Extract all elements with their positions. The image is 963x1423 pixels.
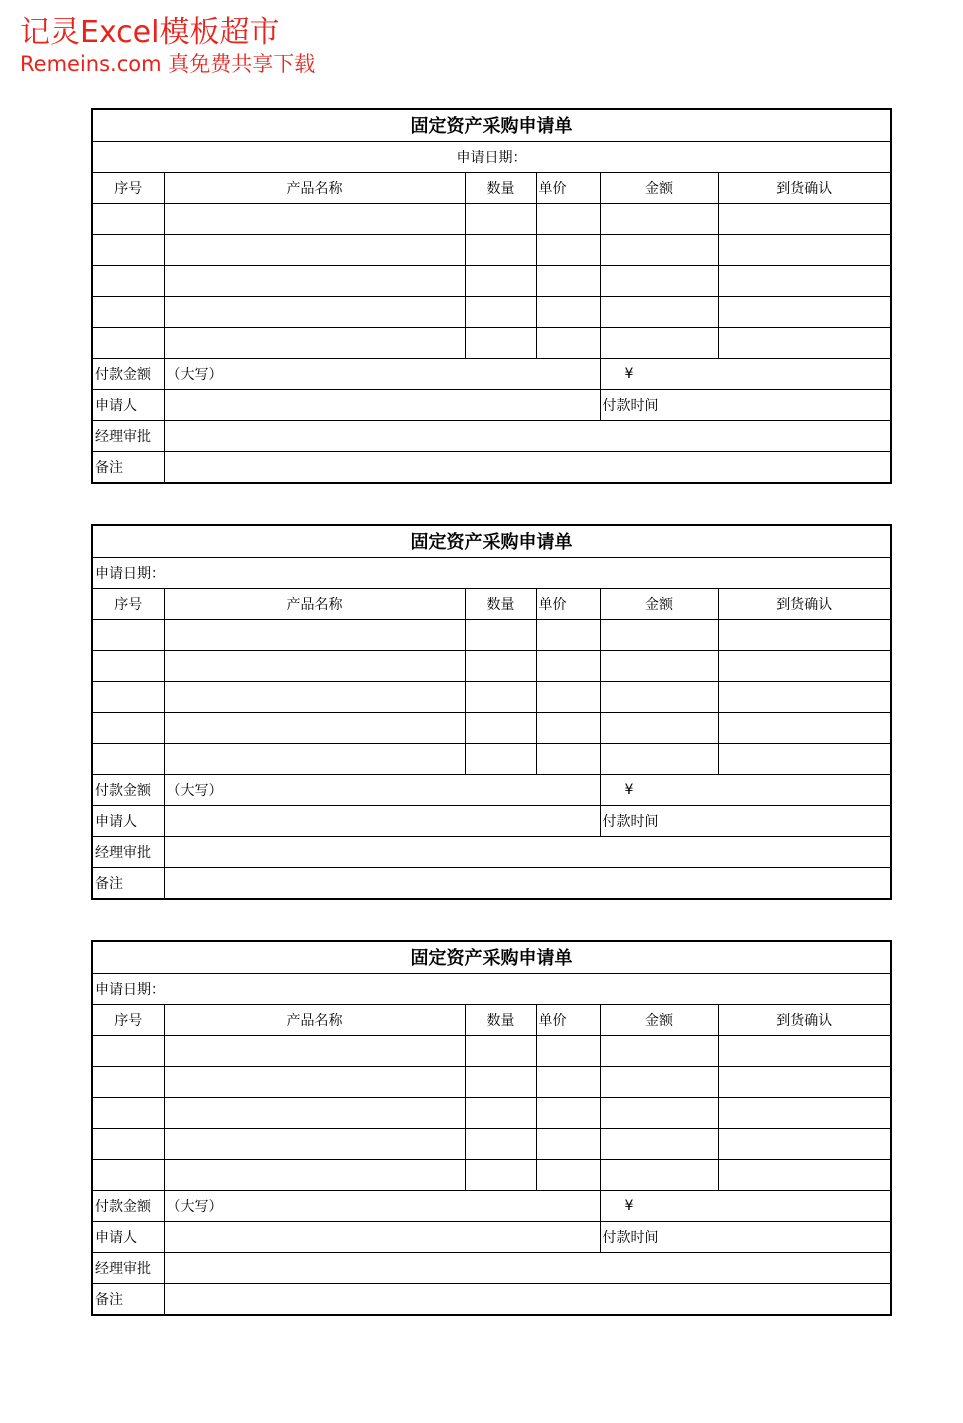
header-delivery-confirm: 到货确认 xyxy=(718,588,890,619)
cell-seq[interactable] xyxy=(93,1097,164,1128)
payment-row xyxy=(93,358,890,389)
cell-amount[interactable] xyxy=(600,296,718,327)
table-row xyxy=(93,234,890,265)
header-seq: 序号 xyxy=(93,588,164,619)
cell-amount[interactable] xyxy=(600,203,718,234)
cell-quantity[interactable] xyxy=(465,234,536,265)
cell-amount[interactable] xyxy=(600,265,718,296)
cell-amount[interactable] xyxy=(600,650,718,681)
cell-product-name[interactable] xyxy=(164,1159,465,1190)
remark-label: 备注 xyxy=(93,867,164,898)
table-row xyxy=(93,1097,890,1128)
payment-caps-field[interactable]: （大写） xyxy=(164,774,600,805)
header-quantity: 数量 xyxy=(465,588,536,619)
cell-product-name[interactable] xyxy=(164,296,465,327)
cell-quantity[interactable] xyxy=(465,743,536,774)
cell-seq[interactable] xyxy=(93,1066,164,1097)
payment-caps-field[interactable]: （大写） xyxy=(164,358,600,389)
payment-caps-field[interactable]: （大写） xyxy=(164,1190,600,1221)
applicant-field[interactable] xyxy=(164,805,600,836)
header-quantity: 数量 xyxy=(465,1004,536,1035)
cell-seq[interactable] xyxy=(93,1159,164,1190)
cell-delivery-confirm[interactable] xyxy=(718,1035,890,1066)
applicant-row xyxy=(93,1221,890,1252)
remark-row xyxy=(93,867,890,898)
cell-quantity[interactable] xyxy=(465,1066,536,1097)
watermark xyxy=(20,15,316,76)
cell-product-name[interactable] xyxy=(164,265,465,296)
manager-approval-field[interactable] xyxy=(164,836,890,867)
manager-approval-field[interactable] xyxy=(164,420,890,451)
cell-seq[interactable] xyxy=(93,619,164,650)
applicant-row xyxy=(93,389,890,420)
payment-amount-label: 付款金额 xyxy=(93,774,164,805)
header-seq: 序号 xyxy=(93,1004,164,1035)
cell-unit-price[interactable] xyxy=(536,1159,600,1190)
cell-delivery-confirm[interactable] xyxy=(718,296,890,327)
form-table xyxy=(93,110,890,482)
manager-approval-label: 经理审批 xyxy=(93,420,164,451)
table-row xyxy=(93,1066,890,1097)
manager-approval-label: 经理审批 xyxy=(93,836,164,867)
table-row xyxy=(93,650,890,681)
cell-quantity[interactable] xyxy=(465,712,536,743)
table-row xyxy=(93,712,890,743)
cell-seq[interactable] xyxy=(93,234,164,265)
table-row xyxy=(93,265,890,296)
cell-unit-price[interactable] xyxy=(536,681,600,712)
form-table xyxy=(93,942,890,1314)
header-unit-price: 单价 xyxy=(536,172,600,203)
remark-row xyxy=(93,1283,890,1314)
cell-unit-price[interactable] xyxy=(536,265,600,296)
cell-amount[interactable] xyxy=(600,234,718,265)
manager-approval-field[interactable] xyxy=(164,1252,890,1283)
cell-delivery-confirm[interactable] xyxy=(718,1128,890,1159)
header-delivery-confirm: 到货确认 xyxy=(718,1004,890,1035)
table-row xyxy=(93,327,890,358)
payment-currency-field[interactable]: ¥ xyxy=(600,774,890,805)
header-seq: 序号 xyxy=(93,172,164,203)
table-row xyxy=(93,681,890,712)
header-product-name: 产品名称 xyxy=(164,588,465,619)
form-table xyxy=(93,526,890,898)
cell-delivery-confirm[interactable] xyxy=(718,234,890,265)
cell-quantity[interactable] xyxy=(465,265,536,296)
applicant-field[interactable] xyxy=(164,1221,600,1252)
cell-amount[interactable] xyxy=(600,712,718,743)
cell-unit-price[interactable] xyxy=(536,1066,600,1097)
cell-quantity[interactable] xyxy=(465,1035,536,1066)
payment-row xyxy=(93,1190,890,1221)
cell-product-name[interactable] xyxy=(164,1097,465,1128)
header-row xyxy=(93,588,890,619)
header-delivery-confirm: 到货确认 xyxy=(718,172,890,203)
header-product-name: 产品名称 xyxy=(164,172,465,203)
header-product-name: 产品名称 xyxy=(164,1004,465,1035)
applicant-field[interactable] xyxy=(164,389,600,420)
cell-delivery-confirm[interactable] xyxy=(718,619,890,650)
cell-quantity[interactable] xyxy=(465,619,536,650)
cell-delivery-confirm[interactable] xyxy=(718,650,890,681)
header-unit-price: 单价 xyxy=(536,1004,600,1035)
cell-seq[interactable] xyxy=(93,681,164,712)
table-row xyxy=(93,296,890,327)
cell-seq[interactable] xyxy=(93,203,164,234)
applicant-label: 申请人 xyxy=(93,805,164,836)
cell-delivery-confirm[interactable] xyxy=(718,203,890,234)
cell-product-name[interactable] xyxy=(164,650,465,681)
cell-product-name[interactable] xyxy=(164,681,465,712)
remark-field[interactable] xyxy=(164,451,890,482)
applicant-label: 申请人 xyxy=(93,389,164,420)
cell-amount[interactable] xyxy=(600,1035,718,1066)
payment-currency-field[interactable]: ¥ xyxy=(600,358,890,389)
remark-field[interactable] xyxy=(164,867,890,898)
watermark-subtitle: Remeins.com 真免费共享下载 xyxy=(20,52,316,76)
request-date-field[interactable]: 申请日期： xyxy=(93,557,890,588)
cell-seq[interactable] xyxy=(93,265,164,296)
cell-amount[interactable] xyxy=(600,681,718,712)
cell-unit-price[interactable] xyxy=(536,296,600,327)
payment-time-field[interactable]: 付款时间 xyxy=(600,389,890,420)
watermark-title: 记灵Excel模板超市 xyxy=(20,15,280,50)
purchase-form-3 xyxy=(91,940,892,1316)
cell-product-name[interactable] xyxy=(164,1035,465,1066)
remark-label: 备注 xyxy=(93,1283,164,1314)
cell-quantity[interactable] xyxy=(465,650,536,681)
cell-seq[interactable] xyxy=(93,712,164,743)
cell-unit-price[interactable] xyxy=(536,619,600,650)
cell-quantity[interactable] xyxy=(465,296,536,327)
cell-unit-price[interactable] xyxy=(536,712,600,743)
header-amount: 金额 xyxy=(600,172,718,203)
form-title: 固定资产采购申请单 xyxy=(93,110,890,141)
header-unit-price: 单价 xyxy=(536,588,600,619)
table-row xyxy=(93,619,890,650)
cell-seq[interactable] xyxy=(93,650,164,681)
cell-product-name[interactable] xyxy=(164,743,465,774)
cell-quantity[interactable] xyxy=(465,681,536,712)
cell-amount[interactable] xyxy=(600,1128,718,1159)
payment-time-field[interactable]: 付款时间 xyxy=(600,805,890,836)
cell-seq[interactable] xyxy=(93,327,164,358)
remark-field[interactable] xyxy=(164,1283,890,1314)
cell-unit-price[interactable] xyxy=(536,1035,600,1066)
cell-unit-price[interactable] xyxy=(536,234,600,265)
approval-row xyxy=(93,836,890,867)
header-quantity: 数量 xyxy=(465,172,536,203)
cell-delivery-confirm[interactable] xyxy=(718,712,890,743)
cell-product-name[interactable] xyxy=(164,203,465,234)
cell-product-name[interactable] xyxy=(164,1066,465,1097)
cell-unit-price[interactable] xyxy=(536,743,600,774)
cell-seq[interactable] xyxy=(93,296,164,327)
approval-row xyxy=(93,1252,890,1283)
cell-quantity[interactable] xyxy=(465,203,536,234)
payment-amount-label: 付款金额 xyxy=(93,1190,164,1221)
manager-approval-label: 经理审批 xyxy=(93,1252,164,1283)
cell-quantity[interactable] xyxy=(465,1159,536,1190)
applicant-row xyxy=(93,805,890,836)
cell-product-name[interactable] xyxy=(164,1128,465,1159)
table-row xyxy=(93,743,890,774)
cell-unit-price[interactable] xyxy=(536,1128,600,1159)
cell-product-name[interactable] xyxy=(164,619,465,650)
table-row xyxy=(93,1159,890,1190)
cell-product-name[interactable] xyxy=(164,327,465,358)
cell-unit-price[interactable] xyxy=(536,327,600,358)
header-row xyxy=(93,172,890,203)
cell-delivery-confirm[interactable] xyxy=(718,681,890,712)
header-amount: 金额 xyxy=(600,588,718,619)
payment-time-field[interactable]: 付款时间 xyxy=(600,1221,890,1252)
cell-product-name[interactable] xyxy=(164,712,465,743)
purchase-form-1 xyxy=(91,108,892,484)
approval-row xyxy=(93,420,890,451)
header-amount: 金额 xyxy=(600,1004,718,1035)
cell-unit-price[interactable] xyxy=(536,650,600,681)
cell-delivery-confirm[interactable] xyxy=(718,743,890,774)
cell-quantity[interactable] xyxy=(465,1097,536,1128)
cell-delivery-confirm[interactable] xyxy=(718,1159,890,1190)
form-title: 固定资产采购申请单 xyxy=(93,526,890,557)
header-row xyxy=(93,1004,890,1035)
cell-delivery-confirm[interactable] xyxy=(718,265,890,296)
form-title: 固定资产采购申请单 xyxy=(93,942,890,973)
remark-label: 备注 xyxy=(93,451,164,482)
cell-seq[interactable] xyxy=(93,743,164,774)
table-row xyxy=(93,1035,890,1066)
request-date-field[interactable]: 申请日期： xyxy=(93,141,890,172)
payment-row xyxy=(93,774,890,805)
cell-quantity[interactable] xyxy=(465,1128,536,1159)
cell-seq[interactable] xyxy=(93,1128,164,1159)
cell-quantity[interactable] xyxy=(465,327,536,358)
cell-delivery-confirm[interactable] xyxy=(718,327,890,358)
payment-amount-label: 付款金额 xyxy=(93,358,164,389)
applicant-label: 申请人 xyxy=(93,1221,164,1252)
cell-amount[interactable] xyxy=(600,743,718,774)
cell-seq[interactable] xyxy=(93,1035,164,1066)
cell-delivery-confirm[interactable] xyxy=(718,1066,890,1097)
cell-delivery-confirm[interactable] xyxy=(718,1097,890,1128)
table-row xyxy=(93,203,890,234)
cell-amount[interactable] xyxy=(600,619,718,650)
cell-unit-price[interactable] xyxy=(536,203,600,234)
purchase-form-2 xyxy=(91,524,892,900)
cell-unit-price[interactable] xyxy=(536,1097,600,1128)
cell-product-name[interactable] xyxy=(164,234,465,265)
cell-amount[interactable] xyxy=(600,327,718,358)
table-row xyxy=(93,1128,890,1159)
cell-amount[interactable] xyxy=(600,1097,718,1128)
request-date-field[interactable]: 申请日期： xyxy=(93,973,890,1004)
cell-amount[interactable] xyxy=(600,1066,718,1097)
payment-currency-field[interactable]: ¥ xyxy=(600,1190,890,1221)
remark-row xyxy=(93,451,890,482)
cell-amount[interactable] xyxy=(600,1159,718,1190)
